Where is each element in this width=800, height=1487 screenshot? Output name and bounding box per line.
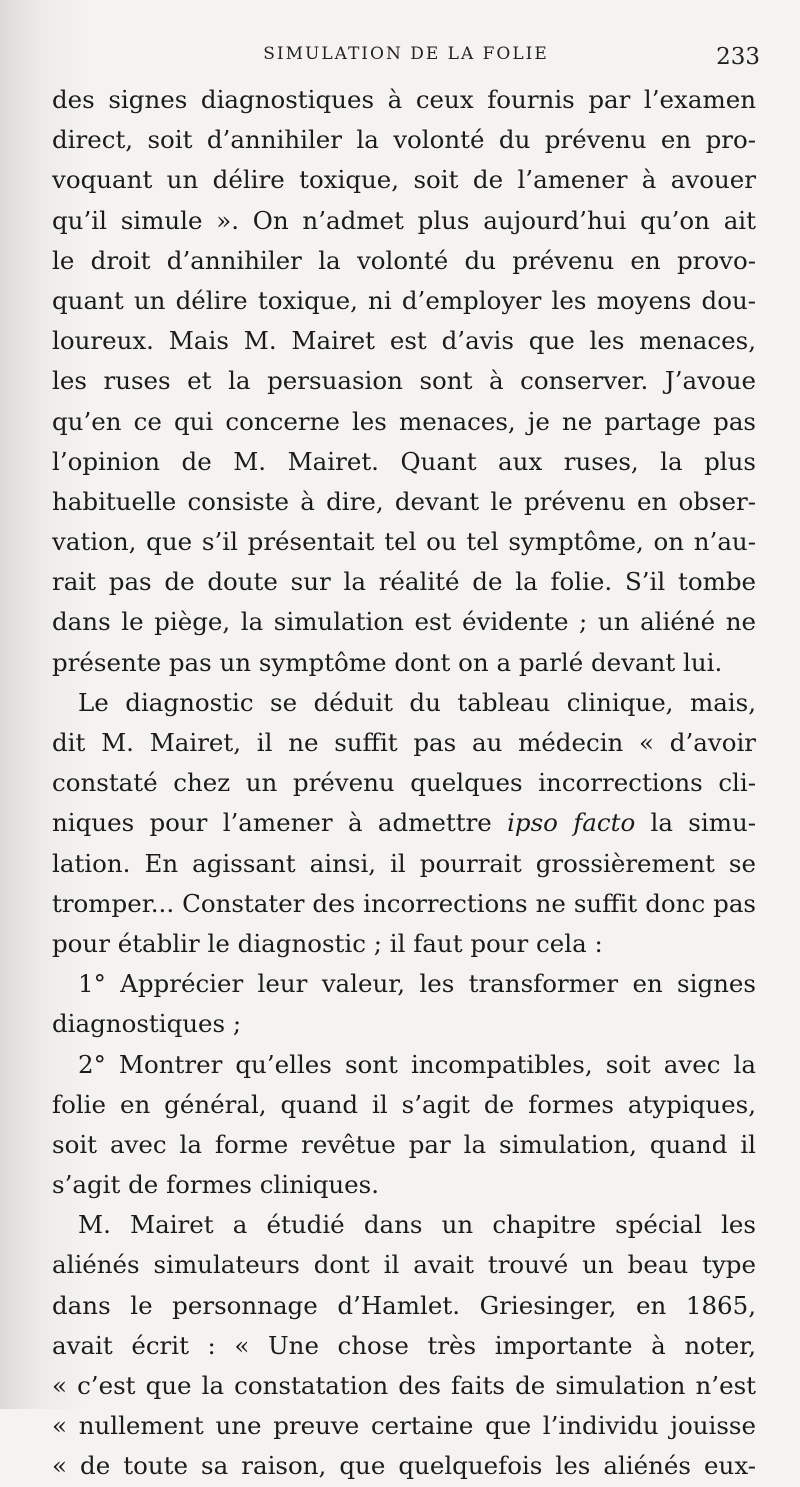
text-line: pour établir le diagnostic ; il faut pour cela : (52, 928, 603, 958)
text-line: 1° Apprécier leur valeur, les transformer en signes (78, 969, 756, 999)
text-line: Le diagnostic se déduit du tableau clinique, mais, (78, 687, 756, 717)
text-line: niques pour l’amener à admettre ipso facto la simu- (52, 808, 757, 838)
running-head (52, 44, 760, 74)
text-line: « de toute sa raison, que quelquefois les aliénés eux- (52, 1451, 756, 1481)
text-line: des signes diagnostiques à ceux fournis par l’examen (52, 85, 756, 114)
text-line: le droit d’annihiler la volonté du prévenu en provo- (52, 245, 756, 275)
text-line: s’agit de formes cliniques. (52, 1170, 380, 1200)
text-line: présente pas un symptôme dont on a parlé devant lui. (52, 647, 723, 677)
text-line: rait pas de doute sur la réalité de la folie. S’il tombe (52, 567, 756, 597)
text-line: 2° Montrer qu’elles sont incompatibles, soit avec la (78, 1049, 756, 1079)
running-title: SIMULATION DE LA FOLIE (263, 44, 549, 64)
text-line: M. Mairet a étudié dans un chapitre spécial les (78, 1210, 756, 1240)
text-line: soit avec la forme revêtue par la simulation, quand il (52, 1129, 756, 1159)
page-number: 233 (716, 44, 760, 70)
text-line: aliénés simulateurs dont il avait trouvé un beau type (52, 1250, 756, 1280)
text-line: constaté chez un prévenu quelques incorrections cli- (52, 768, 756, 798)
text-line: direct, soit d’annihiler la volonté du prévenu en pro- (52, 125, 756, 155)
text-line: tromper... Constater des incorrections ne suffit donc pas (52, 888, 756, 918)
text-line: loureux. Mais M. Mairet est d’avis que les menaces, (52, 326, 756, 356)
text-line: les ruses et la persuasion sont à conserver. J’avoue (52, 366, 756, 396)
text-line: « c’est que la constatation des faits de simulation n’est (52, 1371, 756, 1400)
text-line: habituelle consiste à dire, devant le prévenu en obser- (52, 486, 756, 516)
text-line: quant un délire toxique, ni d’employer les moyens dou- (52, 285, 756, 315)
body-text (52, 80, 756, 1487)
text-line: dans le personnage d’Hamlet. Griesinger, en 1865, (52, 1290, 756, 1320)
text-line: avait écrit : « Une chose très importante à noter, (52, 1330, 756, 1360)
text-line: qu’en ce qui concerne les menaces, je ne partage pas (52, 406, 756, 436)
text-line: dans le piège, la simulation est évidente ; un aliéné ne (52, 607, 756, 637)
text-line: diagnostiques ; (52, 1009, 242, 1039)
text-line: voquant un délire toxique, soit de l’amener à avouer (52, 165, 756, 195)
text-line: l’opinion de M. Mairet. Quant aux ruses, la plus (52, 446, 756, 476)
text-line: vation, que s’il présentait tel ou tel symptôme, on n’au- (52, 527, 756, 557)
text-line: folie en général, quand il s’agit de formes atypiques, (52, 1089, 756, 1119)
text-line: « nullement une preuve certaine que l’individu jouisse (52, 1411, 756, 1441)
text-line: dit M. Mairet, il ne suffit pas au médecin « d’avoir (52, 728, 756, 757)
text-line: lation. En agissant ainsi, il pourrait grossièrement se (52, 848, 756, 878)
text-line: qu’il simule ». On n’admet plus aujourd’hui qu’on ait (52, 205, 756, 235)
